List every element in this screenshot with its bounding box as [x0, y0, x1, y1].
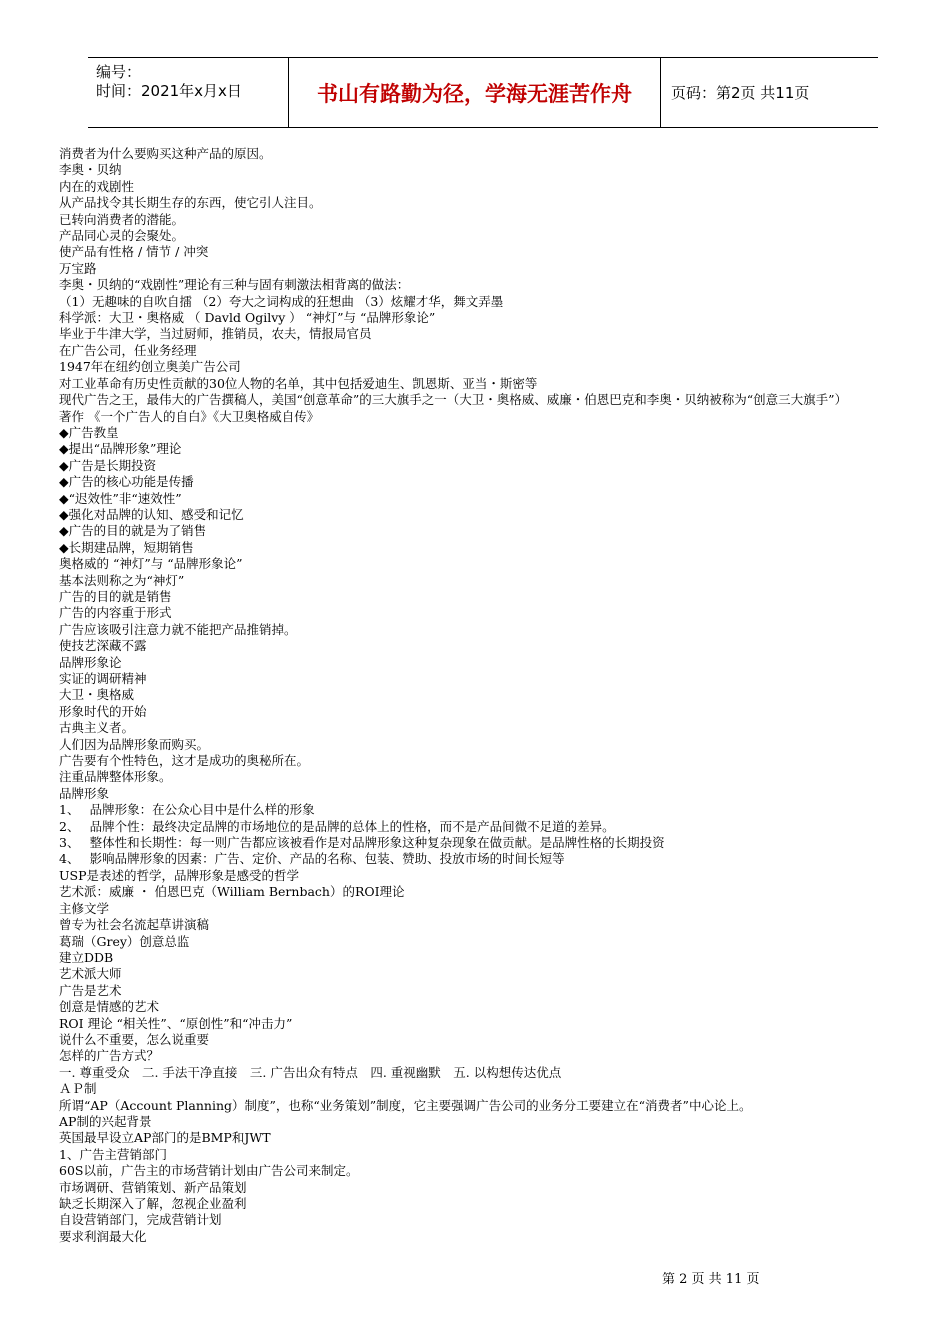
text-line: 现代广告之王，最伟大的广告撰稿人，美国“创意革命”的三大旗手之一（大卫・奥格威、威廉・伯恩巴克和李奥・贝纳被称为“创意三大旗手”）	[59, 392, 848, 408]
text-line: ◆广告教皇	[59, 424, 119, 440]
document-number-label: 编号：	[96, 63, 142, 81]
text-line: 要求利润最大化	[59, 1228, 147, 1244]
text-line: 内在的戏剧性	[59, 178, 135, 194]
text-line: 古典主义者。	[59, 720, 135, 736]
text-line: 1、广告主营销部门	[59, 1146, 167, 1162]
text-line: 怎样的广告方式？	[59, 1048, 160, 1064]
text-line: 毕业于牛津大学，当过厨师，推销员，农夫，情报局官员	[59, 326, 372, 342]
text-line: 说什么不重要，怎么说重要	[59, 1031, 210, 1047]
text-line: 3、 整体性和长期性：每一则广告都应该被看作是对品牌形象这种复杂现象在做贡献。是品牌性格的长期投资	[59, 835, 665, 851]
text-line: 英国最早设立AP部门的是BMP和JWT	[59, 1130, 271, 1146]
text-line: 使产品有性格 / 情节 / 冲突	[59, 244, 209, 260]
text-line: ◆强化对品牌的认知、感受和记忆	[59, 506, 244, 522]
text-line: 2、 品牌个性：最终决定品牌的市场地位的是品牌的总体上的性格，而不是产品间微不足道的差异。	[59, 818, 615, 834]
text-line: 主修文学	[59, 900, 110, 916]
text-line: 产品同心灵的会聚处。	[59, 228, 185, 244]
text-line: 消费者为什么要购买这种产品的原因。	[59, 146, 272, 161]
text-line: 人们因为品牌形象而购买。	[59, 736, 210, 752]
text-line: 1、 品牌形象：在公众心目中是什么样的形象	[59, 802, 315, 818]
text-line: 建立DDB	[59, 949, 114, 965]
text-line: 使技艺深藏不露	[59, 638, 147, 654]
text-line: 李奥・贝纳的“戏剧性”理论有三种与固有刺激法相背离的做法：	[59, 277, 410, 293]
header-page-number: 页码：第2页 共11页	[671, 84, 810, 102]
text-line: 形象时代的开始	[59, 703, 147, 719]
text-line: ◆广告是长期投资	[59, 457, 157, 473]
text-line: 奥格威的 “神灯”与 “品牌形象论”	[59, 556, 243, 572]
document-body	[59, 146, 919, 1245]
text-line: ◆“迟效性”非“速效性”	[59, 490, 182, 506]
text-line: ◆广告的核心功能是传播	[59, 474, 194, 490]
text-line: 广告应该吸引注意力就不能把产品推销掉。	[59, 621, 297, 637]
header-motto: 书山有路勤为径，学海无涯苦作舟	[288, 58, 661, 127]
text-line: 品牌形象论	[59, 654, 122, 670]
text-line: 品牌形象	[59, 785, 110, 801]
text-line: 广告的内容重于形式	[59, 605, 172, 621]
text-line: 基本法则称之为“神灯”	[59, 572, 185, 588]
text-line: 葛瑞（Grey）创意总监	[59, 933, 190, 949]
page-header	[88, 57, 878, 128]
text-line: 缺乏长期深入了解，忽视企业盈利	[59, 1196, 247, 1211]
text-line: AP制的兴起背景	[59, 1113, 152, 1129]
text-line: 曾专为社会名流起草讲演稿	[59, 917, 210, 933]
text-line: 市场调研、营销策划、新产品策划	[59, 1179, 247, 1195]
text-line: 广告要有个性特色，这才是成功的奥秘所在。	[59, 753, 310, 769]
text-line: 广告的目的就是销售	[59, 588, 172, 604]
text-line: 所谓“AP（Account Planning）制度”，也称“业务策划”制度，它主要强调广告公司的业务分工要建立在“消费者”中心论上。	[59, 1097, 752, 1113]
text-line: 万宝路	[59, 260, 97, 276]
document-time-label: 时间：2021年x月x日	[96, 82, 242, 100]
text-line: ◆提出“品牌形象”理论	[59, 441, 182, 457]
text-line: 大卫・奥格威	[59, 687, 135, 703]
text-line: 从产品找令其长期生存的东西，使它引人注目。	[59, 195, 322, 211]
text-line: ◆长期建品牌，短期销售	[59, 539, 194, 555]
text-line: 60S以前，广告主的市场营销计划由广告公司来制定。	[59, 1163, 359, 1179]
text-line: （1）无趣味的自吹自擂 （2）夸大之词构成的狂想曲 （3）炫耀才华，舞文弄墨	[59, 293, 504, 309]
text-line: 在广告公司，任业务经理	[59, 342, 197, 358]
text-line: 创意是情感的艺术	[59, 999, 160, 1015]
text-line: 注重品牌整体形象。	[59, 769, 172, 785]
text-line: 科学派：大卫・奥格威 （ Davld Ogilvy ） “神灯”与 “品牌形象论”	[59, 310, 436, 326]
page-footer: 第 2 页 共 11 页	[662, 1272, 760, 1287]
text-line: 一. 尊重受众 二. 手法干净直接 三. 广告出众有特点 四. 重视幽默 五. 以构想传达优点	[59, 1064, 562, 1080]
text-line: USP是表述的哲学，品牌形象是感受的哲学	[59, 867, 300, 883]
header-meta	[88, 58, 288, 127]
text-line: 对工业革命有历史性贡献的30位人物的名单，其中包括爱迪生、凯恩斯、亚当・斯密等	[59, 375, 538, 391]
text-line: ROI 理论 “相关性”、“原创性”和“冲击力”	[59, 1015, 293, 1031]
text-line: 1947年在纽约创立奥美广告公司	[59, 359, 241, 375]
text-line: 广告是艺术	[59, 982, 122, 998]
text-line: 艺术派大师	[59, 966, 122, 982]
text-line: 4、 影响品牌形象的因素：广告、定价、产品的名称、包装、赞助、投放市场的时间长短等	[59, 851, 565, 867]
text-line: 已转向消费者的潜能。	[59, 211, 185, 227]
text-line: 实证的调研精神	[59, 671, 147, 686]
text-line: 自设营销部门，完成营销计划	[59, 1212, 222, 1228]
text-line: 李奥・贝纳	[59, 162, 122, 178]
text-line: ＡＰ制	[59, 1081, 97, 1097]
text-line: ◆广告的目的就是为了销售	[59, 523, 207, 539]
text-line: 著作 《一个广告人的自白》《大卫奥格威自传》	[59, 408, 320, 424]
text-line: 艺术派：威廉 ・ 伯恩巴克（William Bernbach）的ROI理论	[59, 884, 405, 900]
